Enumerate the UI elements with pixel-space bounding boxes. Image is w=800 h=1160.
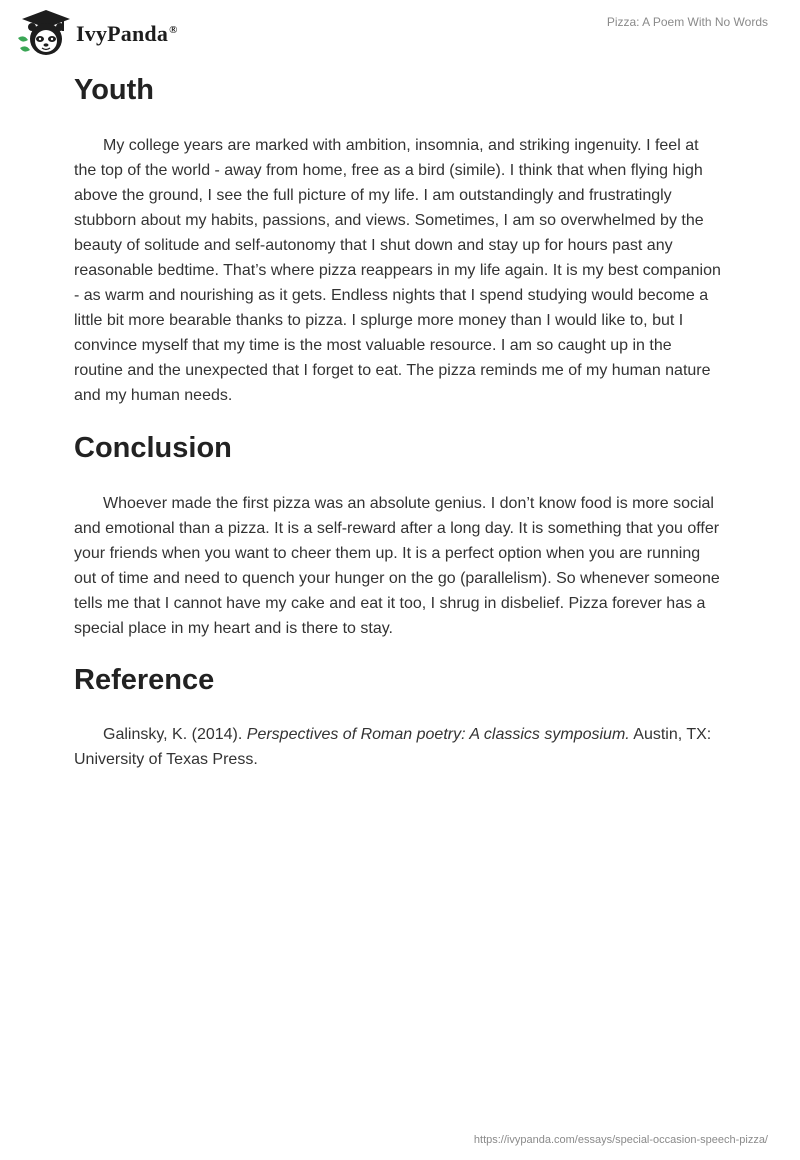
- panda-graduate-icon: [14, 8, 76, 58]
- source-url[interactable]: https://ivypanda.com/essays/special-occasion-speech-pizza/: [473, 1134, 768, 1146]
- essay-content: [74, 70, 724, 772]
- running-title: Pizza: A Poem With No Words: [606, 15, 768, 29]
- citation-title: Perspectives of Roman poetry: A classics symposium.: [246, 726, 630, 743]
- section-reference: [74, 660, 724, 772]
- section-conclusion: [74, 428, 724, 641]
- section-heading-youth: Youth: [74, 74, 154, 106]
- citation-publisher: Austin, TX: University of Texas Press.: [74, 726, 712, 768]
- section-heading-conclusion: Conclusion: [74, 432, 232, 464]
- logo-wordmark: [76, 21, 178, 47]
- ivypanda-logo[interactable]: [14, 8, 204, 58]
- paragraph-youth: My college years are marked with ambition, insomnia, and striking ingenuity. I feel at the top of the world - away from home, free as a bird (simile). I think that when flying high above the ground, I see the full picture of my life. I am outstandingly and frustratingly stubborn about my habits, passions, and views. Sometimes, I am so overwhelmed by the beauty of solitude and self-autonomy that I shut down and stay up for hours past any reasonable bedtime. That’s where pizza reappears in my life again. It is my best companion - as warm and nourishing as it gets. Endless nights that I spend studying would become a little bit more bearable thanks to pizza. I splurge more money than I would like to, but I convince myself that my time is the most valuable resource. I am so caught up in the routine and the unexpected that I forget to eat. The pizza reminds me of my human nature and my human needs.: [74, 137, 721, 404]
- citation-author: Galinsky, K. (2014).: [103, 726, 247, 743]
- paragraph-conclusion: Whoever made the first pizza was an absolute genius. I don’t know food is more social and emotional than a pizza. It is a self-reward after a long day. It is something that you offer your friends when you want to cheer them up. It is a perfect option when you are running out of time and need to quench your hunger on the go (parallelism). So whenever someone tells me that I cannot have my cake and eat it too, I shrug in disbelief. Pizza forever has a special place in my heart and is there to stay.: [74, 495, 720, 637]
- section-youth: [74, 70, 724, 408]
- page-header: [0, 0, 800, 60]
- section-heading-reference: Reference: [74, 664, 215, 696]
- logo-text: IvyPanda: [76, 21, 169, 46]
- registered-mark: ®: [169, 23, 178, 36]
- reference-citation: [74, 722, 724, 772]
